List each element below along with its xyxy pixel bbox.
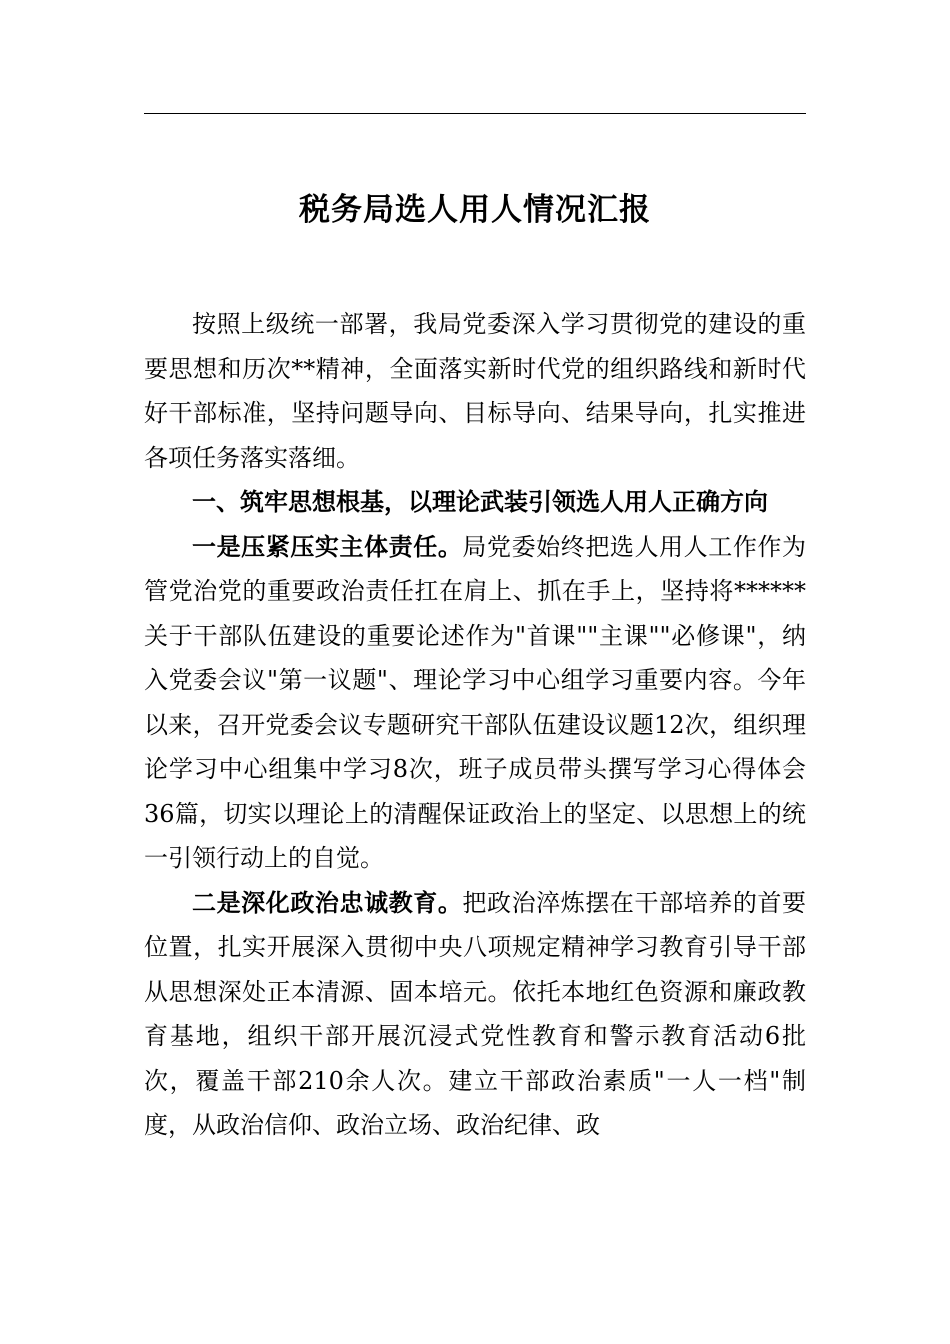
point-2-lead: 二是深化政治忠诚教育。	[192, 888, 463, 917]
point-1-lead: 一是压紧压实主体责任。	[192, 532, 463, 561]
point-2-paragraph	[144, 881, 806, 1148]
page-title: 税务局选人用人情况汇报	[299, 192, 651, 228]
section-heading-1: 一、筑牢思想根基，以理论武装引领选人用人正确方向	[192, 488, 768, 516]
point-1-text: 局党委始终把选人用人工作作为管党治党的重要政治责任扛在肩上、抓在手上，坚持将******关于干部队伍建设的重要论述作为"首课""主课""必修课"，纳入党委会议"第一议题"、理论学习中心组学习重要内容。今年以来，召开党委会议专题研究干部队伍建设议题12次，组织理论学习中心组集中学习8次，班子成员带头撰写学习心得体会36篇，切实以理论上的清醒保证政治上的坚定、以思想上的统一引领行动上的自觉。	[144, 532, 807, 872]
point-2-text: 把政治淬炼摆在干部培养的首要位置，扎实开展深入贯彻中央八项规定精神学习教育引导干部从思想深处正本清源、固本培元。依托本地红色资源和廉政教育基地，组织干部开展沉浸式党性教育和警示教育活动6批次，覆盖干部210余人次。建立干部政治素质"一人一档"制度，从政治信仰、政治立场、政治纪律、政	[144, 888, 807, 1139]
header-rule	[144, 113, 806, 114]
point-1-paragraph	[144, 525, 806, 881]
document-body	[144, 302, 806, 1148]
intro-paragraph: 按照上级统一部署，我局党委深入学习贯彻党的建设的重要思想和历次**精神，全面落实新时代党的组织路线和新时代好干部标准，坚持问题导向、目标导向、结果导向，扎实推进各项任务落实落细。	[144, 310, 806, 472]
